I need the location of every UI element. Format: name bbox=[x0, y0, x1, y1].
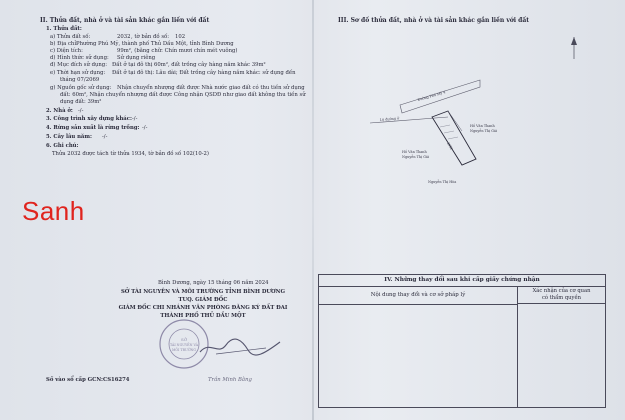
section-2-2-value: -/- bbox=[78, 108, 84, 114]
row-term-value-cont: tháng 07/2069 bbox=[60, 77, 100, 83]
seal-text-1: SỞ bbox=[180, 337, 188, 342]
row-origin-value-cont2: dụng đất: 39m² bbox=[60, 99, 102, 105]
handwritten-sanh: Sanh bbox=[22, 196, 85, 226]
row-parcel-value: 2032 bbox=[117, 34, 131, 40]
row-address-label: b) Địa chỉ: bbox=[50, 41, 78, 47]
org-line-2: TUQ. GIÁM ĐỐC bbox=[178, 297, 228, 303]
row-parcel-label: a) Thửa đất số: bbox=[50, 34, 91, 40]
date-line: Bình Dương, ngày 15 tháng 06 năm 2024 bbox=[158, 280, 269, 286]
road-label-1: Đường Phú Mỹ 4 bbox=[417, 90, 446, 102]
seal-text-2: TÀI NGUYÊN VÀ bbox=[169, 343, 199, 347]
row-use-form-label: d) Hình thức sử dụng: bbox=[50, 55, 109, 61]
land-parcel-map bbox=[330, 35, 590, 210]
row-use-form-value: Sử dụng riêng bbox=[117, 55, 156, 61]
note-text: Thửa 2032 được tách từ thửa 1934, tờ bản đồ số 102(10-2) bbox=[52, 151, 209, 157]
signer-name: Trần Minh Bằng bbox=[208, 377, 252, 383]
neighbor-2: Hồ Văn Thanh bbox=[402, 150, 427, 154]
page-fold bbox=[312, 0, 314, 420]
section-2-title: II. Thửa đất, nhà ở và tài sản khác gắn liền với đất bbox=[40, 17, 210, 24]
row-area-label: c) Diện tích: bbox=[50, 48, 83, 54]
row-origin-value: Nhận chuyển nhượng đất được Nhà nước giao đất có thu tiền sử dụng bbox=[117, 85, 305, 91]
changes-col-content: Nội dung thay đổi và cơ sở pháp lý bbox=[319, 286, 518, 305]
section-4-title: IV. Những thay đổi sau khi cấp giấy chứng nhận bbox=[319, 275, 605, 287]
row-address-value: Phường Phú Mỹ, thành phố Thủ Dầu Một, tỉnh Bình Dương bbox=[76, 41, 234, 47]
north-arrow-icon bbox=[571, 37, 577, 59]
row-map-sheet-label: , tờ bản đồ số: bbox=[131, 34, 170, 40]
row-purpose-value: Đất ở tại đô thị 60m², đất trồng cây hàng năm khác 39m² bbox=[112, 62, 266, 68]
changes-table bbox=[318, 274, 606, 408]
table-divider bbox=[517, 304, 518, 407]
changes-col-confirm bbox=[518, 286, 605, 304]
changes-col-confirm-line-1: Xác nhận của cơ quan bbox=[532, 288, 591, 294]
neighbor-3: Nguyễn Thị Hòa bbox=[428, 180, 457, 184]
section-2-6-label: 6. Ghi chú: bbox=[46, 143, 79, 149]
signature bbox=[196, 336, 286, 358]
seal-text-3: MÔI TRƯỜNG bbox=[171, 348, 197, 352]
org-line-4: THÀNH PHỐ THỦ DẦU MỘT bbox=[160, 313, 246, 319]
neighbor-2b: Nguyễn Thị Gái bbox=[402, 155, 430, 159]
road-label-2: Lộ đường ở bbox=[379, 116, 400, 122]
certificate-number: Số vào sổ cấp GCN:CS16274 bbox=[46, 377, 130, 383]
row-origin-value-cont1: đất: 60m², Nhận chuyển nhượng đất được Công nhận QSDĐ như giao đất không thu tiền sử bbox=[60, 92, 306, 98]
row-purpose-label: đ) Mục đích sử dụng: bbox=[50, 62, 107, 68]
org-line-1: SỞ TÀI NGUYÊN VÀ MÔI TRƯỜNG TỈNH BÌNH DƯƠNG bbox=[120, 289, 286, 295]
section-3-title: III. Sơ đồ thửa đất, nhà ở và tài sản khác gắn liền với đất bbox=[338, 17, 530, 24]
neighbor-1b: Nguyễn Thị Gái bbox=[470, 129, 498, 133]
section-2-1-label: 1. Thửa đất: bbox=[46, 26, 82, 32]
row-term-value: Đất ở tại đô thị: Lâu dài; Đất trồng cây hàng năm khác: sử dụng đến bbox=[112, 70, 296, 76]
section-2-3-label: 3. Công trình xây dựng khác: bbox=[46, 116, 132, 122]
section-2-5-value: -/- bbox=[102, 134, 108, 140]
section-2-3-value: -/- bbox=[132, 116, 138, 122]
lot-number: 2032 bbox=[446, 141, 454, 151]
section-2-4-value: -/- bbox=[142, 125, 148, 131]
changes-col-confirm-line-2: có thẩm quyền bbox=[542, 294, 581, 301]
section-2-5-label: 5. Cây lâu năm: bbox=[46, 134, 92, 140]
row-area-value: 99m², (bằng chữ: Chín mươi chín mét vuông) bbox=[117, 48, 238, 54]
section-2-4-label: 4. Rừng sản xuất là rừng trồng: bbox=[46, 125, 140, 131]
section-2-2-label: 2. Nhà ở: bbox=[46, 108, 73, 114]
neighbor-1: Hồ Văn Thanh bbox=[470, 124, 495, 128]
row-origin-label: g) Nguồn gốc sử dụng: bbox=[50, 85, 112, 91]
row-term-label: e) Thời hạn sử dụng: bbox=[50, 70, 106, 76]
row-map-sheet-value: 102 bbox=[175, 34, 186, 40]
org-line-3: GIÁM ĐỐC CHI NHÁNH VĂN PHÒNG ĐĂNG KÝ ĐẤT ĐAI bbox=[118, 305, 288, 311]
